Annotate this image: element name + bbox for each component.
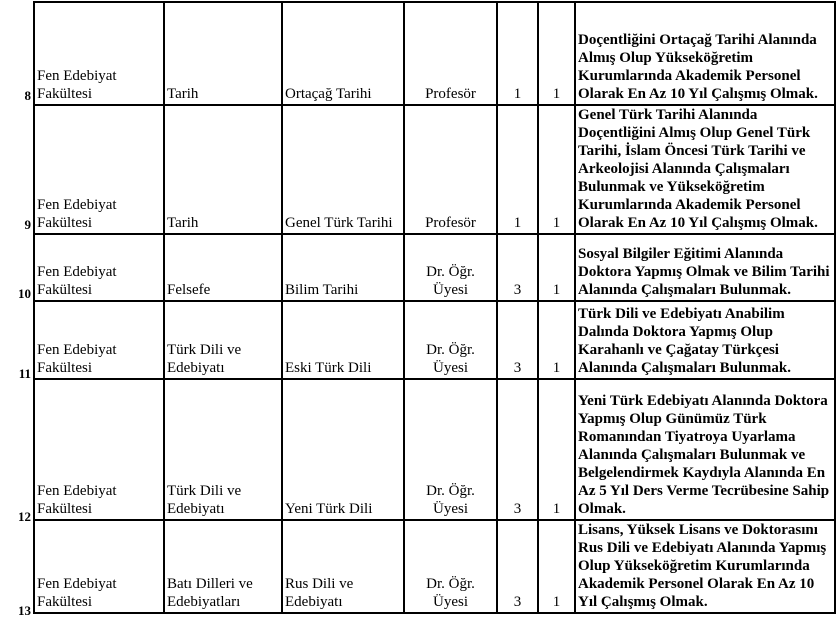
- requirement-cell: Türk Dili ve Edebiyatı Anabilim Dalında Doktora Yapmış Olup Karahanlı ve Çağatay Türkçesi Alanında Çalışmaları Bulunmak.: [575, 301, 835, 379]
- count-cell: 3: [497, 520, 538, 613]
- count-cell: 1: [497, 105, 538, 234]
- score-cell: 1: [538, 2, 575, 105]
- table-row: [33, 520, 835, 613]
- faculty-cell: Fen Edebiyat Fakültesi: [34, 379, 164, 520]
- faculty-cell: Fen Edebiyat Fakültesi: [34, 301, 164, 379]
- score-cell: 1: [538, 301, 575, 379]
- department-cell: Türk Dili ve Edebiyatı: [164, 301, 282, 379]
- title-cell: Dr. Öğr. Üyesi: [404, 520, 497, 613]
- table-row: [33, 105, 835, 234]
- faculty-cell: Fen Edebiyat Fakültesi: [34, 2, 164, 105]
- field-cell: Eski Türk Dili: [282, 301, 404, 379]
- requirement-cell: Genel Türk Tarihi Alanında Doçentliğini Almış Olup Genel Türk Tarihi, İslam Öncesi Türk Tarihi ve Arkeolojisi Alanında Çalışmaları Bulunmak ve Yükseköğretim Kurumlarında Akademik Personel Olarak En Az 10 Yıl Çalışmış Olmak.: [575, 105, 835, 234]
- department-cell: Batı Dilleri ve Edebiyatları: [164, 520, 282, 613]
- requirement-cell: Lisans, Yüksek Lisans ve Doktorasını Rus Dili ve Edebiyatı Alanında Yapmış Olup Yükseköğretim Kurumlarında Akademik Personel Olarak En Az 10 Yıl Çalışmış Olmak.: [575, 520, 835, 613]
- table-row: [33, 379, 835, 520]
- faculty-cell: Fen Edebiyat Fakültesi: [34, 520, 164, 613]
- field-cell: Genel Türk Tarihi: [282, 105, 404, 234]
- score-cell: 1: [538, 520, 575, 613]
- count-cell: 3: [497, 234, 538, 301]
- row-number: 11: [18, 366, 31, 381]
- table-row: [33, 301, 835, 379]
- requirement-cell: Sosyal Bilgiler Eğitimi Alanında Doktora Yapmış Olmak ve Bilim Tarihi Alanında Çalışmaları Bulunmak.: [575, 234, 835, 301]
- count-cell: 1: [497, 2, 538, 105]
- row-number: 13: [18, 603, 31, 618]
- title-cell: Dr. Öğr. Üyesi: [404, 234, 497, 301]
- faculty-cell: Fen Edebiyat Fakültesi: [34, 105, 164, 234]
- field-cell: Bilim Tarihi: [282, 234, 404, 301]
- score-cell: 1: [538, 105, 575, 234]
- row-number: 9: [24, 217, 31, 232]
- score-cell: 1: [538, 234, 575, 301]
- title-cell: Profesör: [404, 105, 497, 234]
- count-cell: 3: [497, 301, 538, 379]
- field-cell: Rus Dili ve Edebiyatı: [282, 520, 404, 613]
- title-cell: Profesör: [404, 2, 497, 105]
- count-cell: 3: [497, 379, 538, 520]
- title-cell: Dr. Öğr. Üyesi: [404, 379, 497, 520]
- score-cell: 1: [538, 379, 575, 520]
- table-row: [33, 2, 835, 105]
- row-number: 8: [24, 88, 31, 103]
- title-cell: Dr. Öğr. Üyesi: [404, 301, 497, 379]
- department-cell: Tarih: [164, 2, 282, 105]
- department-cell: Felsefe: [164, 234, 282, 301]
- field-cell: Ortaçağ Tarihi: [282, 2, 404, 105]
- department-cell: Türk Dili ve Edebiyatı: [164, 379, 282, 520]
- faculty-cell: Fen Edebiyat Fakültesi: [34, 234, 164, 301]
- row-number: 10: [18, 286, 31, 301]
- row-number: 12: [18, 509, 31, 524]
- requirement-cell: Doçentliğini Ortaçağ Tarihi Alanında Almış Olup Yükseköğretim Kurumlarında Akademik Personel Olarak En Az 10 Yıl Çalışmış Olmak.: [575, 2, 835, 105]
- field-cell: Yeni Türk Dili: [282, 379, 404, 520]
- positions-table: [33, 1, 836, 614]
- requirement-cell: Yeni Türk Edebiyatı Alanında Doktora Yapmış Olup Günümüz Türk Romanından Tiyatroya Uyarlama Alanında Çalışmaları Bulunmak ve Belgelendirmek Kaydıyla Alanında En Az 5 Yıl Ders Verme Tecrübesine Sahip Olmak.: [575, 379, 835, 520]
- table-row: [33, 234, 835, 301]
- department-cell: Tarih: [164, 105, 282, 234]
